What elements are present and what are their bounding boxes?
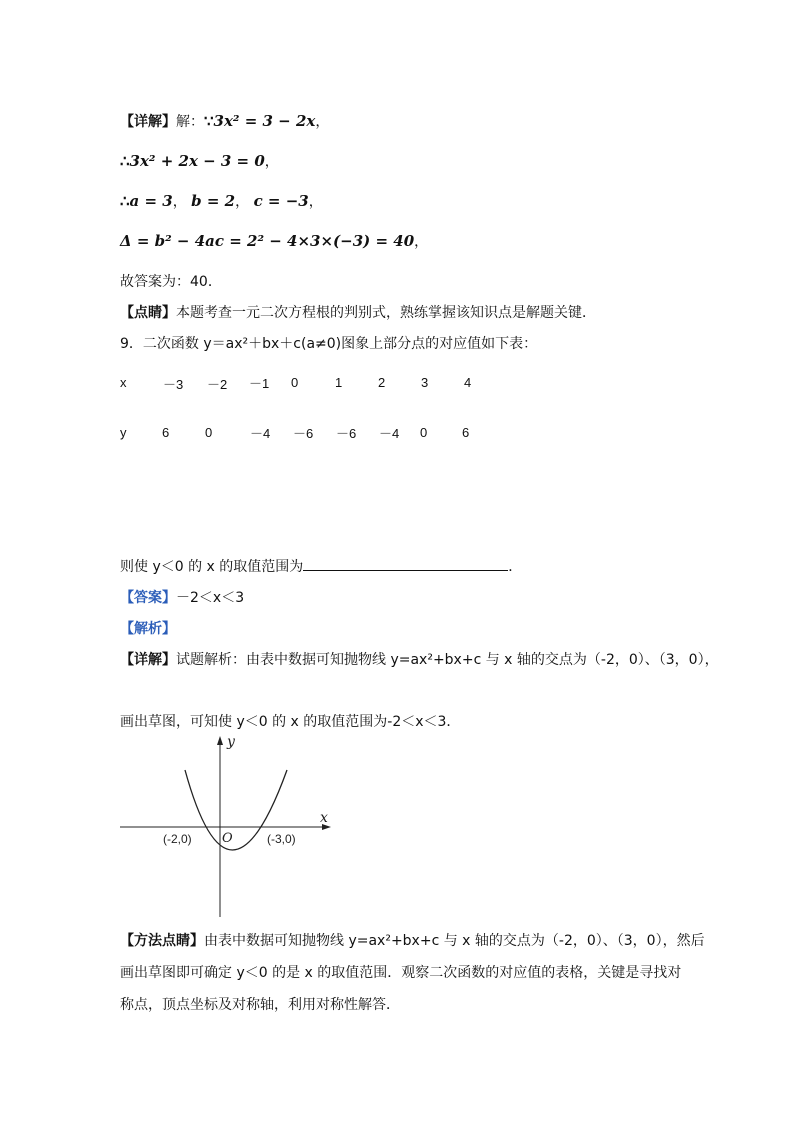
q9-sketch-text: 画出草图，可知使 y＜0 的 x 的取值范围为-2＜x＜3． [120, 714, 461, 730]
y-axis-label: y [227, 734, 235, 750]
method-text-1: 由表中数据可知抛物线 y=ax²+bx+c 与 x 轴的交点为（-2，0）、（3，0），然后 [204, 933, 705, 949]
table-y-cell: －4 [379, 426, 400, 441]
table-x-cell: 1 [335, 375, 343, 390]
table-x-cell: －2 [207, 377, 228, 392]
x-axis-label: x [320, 810, 328, 826]
comma: ， [264, 154, 279, 170]
method-tag: 【方法点睛】 [120, 933, 204, 949]
comma: ， [308, 194, 323, 210]
coef-c: c = −3 [253, 192, 309, 210]
coef-a: a = 3 [129, 192, 173, 210]
q9-ask [120, 556, 522, 576]
so-symbol: ∴ [120, 192, 130, 210]
q9-ask-text: 则使 y＜0 的 x 的取值范围为 [120, 559, 304, 575]
detail-tag: 【详解】 [120, 114, 176, 130]
table-y-cell: 0 [420, 425, 428, 440]
right-root-label: (-3,0) [267, 832, 296, 846]
table-x-cell: 4 [464, 375, 472, 390]
equation-2: 3x² + 2x − 3 = 0 [129, 152, 265, 170]
table-x-cell: 0 [291, 375, 299, 390]
answer-tag: 【答案】 [120, 590, 176, 606]
tip-tag: 【点睛】 [120, 305, 176, 321]
comma: ， [315, 114, 330, 130]
table-x-label: x [120, 375, 127, 390]
method-line-2: 画出草图即可确定 y＜0 的是 x 的取值范围．观察二次函数的对应值的表格，关键是寻找对 [120, 965, 682, 981]
tip-text: 本题考查一元二次方程根的判别式，熟练掌握该知识点是解题关键． [176, 305, 596, 321]
detail-line-1 [120, 111, 329, 131]
table-y-cell: 6 [162, 425, 170, 440]
coef-b: b = 2 [191, 192, 236, 210]
comma: ， [414, 234, 429, 250]
q9-ask-end: ． [508, 559, 523, 575]
table-y-cell: 6 [462, 425, 470, 440]
table-y-cell: －6 [293, 426, 314, 441]
so-symbol: ∴ [120, 152, 130, 170]
origin-label: O [222, 831, 233, 846]
table-y-cell: 0 [205, 425, 213, 440]
analysis-tag: 【解析】 [120, 621, 176, 637]
table-x-cell: －3 [163, 377, 184, 392]
discriminant: Δ = b² − 4ac = 2² − 4×3×(−3) = 40 [120, 232, 415, 250]
table-y-label: y [120, 425, 127, 440]
detail-line-3 [120, 191, 323, 211]
comma: ， [172, 194, 187, 210]
method-line-3: 称点，顶点坐标及对称轴，利用对称性解答． [120, 997, 400, 1013]
q9-stem [120, 333, 537, 353]
left-root-label: (-2,0) [163, 832, 192, 846]
y-axis-arrow-icon [217, 736, 223, 745]
table-x-cell: 3 [421, 375, 429, 390]
table-y-cell: －4 [250, 426, 271, 441]
q9-number: 9． [120, 336, 143, 352]
because-symbol: ∵ [204, 112, 214, 130]
q9-stem-text: 二次函数 y＝ax²＋bx＋c(a≠0)图象上部分点的对应值如下表： [142, 336, 538, 352]
q9-answer [120, 587, 244, 607]
equation-1: 3x² = 3 − 2x [213, 112, 316, 130]
q9-detail-tag: 【详解】 [120, 652, 176, 668]
table-y-cell: －6 [336, 426, 357, 441]
comma: ， [235, 194, 250, 210]
parabola-graph [115, 730, 335, 920]
q9-detail [120, 649, 719, 669]
method-line-1 [120, 930, 705, 950]
detail-line-4 [120, 231, 428, 251]
table-x-cell: －1 [249, 376, 270, 391]
table-x-cell: 2 [378, 375, 386, 390]
answer-line: 故答案为：40． [120, 274, 222, 290]
answer-text: －2＜x＜3 [176, 590, 245, 606]
detail-intro: 解： [176, 114, 204, 130]
answer-blank [303, 556, 508, 571]
detail-line-2 [120, 151, 279, 171]
q9-detail-text: 试题解析：由表中数据可知抛物线 y=ax²+bx+c 与 x 轴的交点为（-2，0）、（3，0）， [176, 652, 719, 668]
tip-line [120, 302, 596, 322]
